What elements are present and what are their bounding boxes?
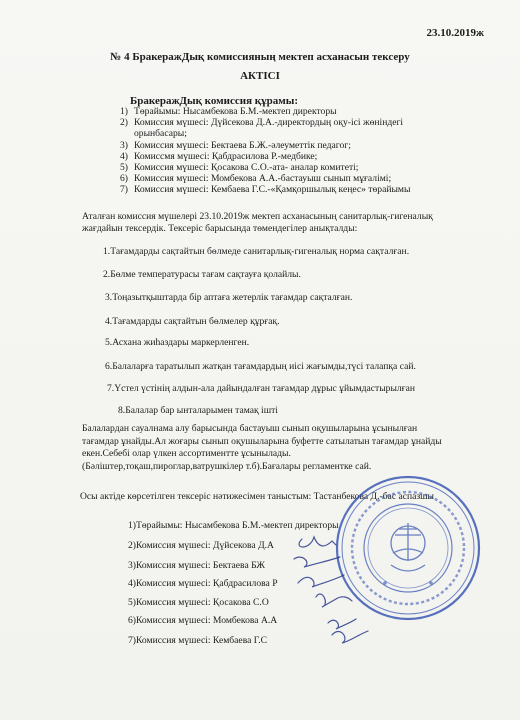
member-text: Комиссия мүшесі: Кембаева Г.С.-«Қамқоршылық кеңес» төрайымы — [134, 184, 411, 196]
commission-heading: БракеражДық комиссия құрамы: — [130, 95, 298, 107]
signer-line: 6)Комиссия мүшесі: Момбекова А.А — [128, 615, 278, 626]
document-title: № 4 БракеражДық комиссияның мектеп асханасын тексеру — [110, 51, 410, 63]
member-text: Комиссия мүшесі: Бектаева Б.Ж.-әлеуметтік педагог; — [134, 139, 351, 151]
finding-item: 7.Үстел үстінің алдын-ала дайындалған тағамдар дұрыс ұйымдастырылған — [107, 383, 416, 394]
member-text: Төрайымы: Нысамбекова Б.М.-мектеп директоры — [134, 106, 337, 117]
member-number: 2) — [120, 117, 128, 129]
commission-members-list — [104, 106, 434, 196]
act-label: АКТІСІ — [240, 70, 280, 82]
member-number: 5) — [120, 162, 128, 174]
member-item — [104, 184, 434, 195]
member-item — [104, 106, 434, 117]
member-item — [104, 140, 434, 151]
finding-item: 4.Тағамдарды сақтайтын бөлмелер құрғақ. — [105, 316, 280, 327]
member-number: 4) — [120, 150, 128, 162]
finding-item: 3.Тоңазытқыштарда бір аптаға жетерлік тағамдар сақталған. — [105, 292, 353, 303]
signer-line: 1)Төрайымы: Нысамбекова Б.М.-мектеп директоры — [128, 520, 339, 531]
member-item — [104, 173, 434, 184]
member-number: 7) — [120, 184, 128, 196]
finding-item: 2.Бөлме температурасы тағам сақтауға қолайлы. — [103, 269, 301, 280]
finding-item: 8.Балалар бар ынталарымен тамақ ішті — [118, 405, 278, 416]
member-text: Комиссия мүшесі: Дүйсекова Д.А.-директордың оқу-ісі жөніндегі орынбасары; — [134, 117, 404, 140]
member-text: Комиссия мүшесі: Қосакова С.О.-ата- аналар комитеті; — [134, 162, 359, 174]
member-number: 6) — [120, 173, 128, 185]
finding-item: 5.Асхана жиһаздары маркерленген. — [105, 337, 250, 348]
signer-line: 2)Комиссия мүшесі: Дүйсекова Д.А — [128, 540, 274, 551]
signer-line: 5)Комиссия мүшесі: Қосакова С.О — [128, 597, 269, 608]
survey-paragraph: Балалардан сауалнама алу барысында бастауыш сынып оқушыларына ұсынылған тағамдар ұнайды.Ал жоғары сынып оқушыларына буфетте сатылатын тағамдар ұнайды екен.Себебі олар үлкен ассортиментте ұсынылады. (Бәліштер,тоқаш,пироглар,ватрушкілер т.б).Бағалары регламентке сай. — [82, 423, 442, 472]
signatures-icon — [232, 527, 382, 655]
signer-line: 3)Комиссия мүшесі: Бектаева БЖ — [128, 560, 265, 571]
member-text: Комиссмя мүшесі: Қабдрасилова Р.-медбике; — [134, 150, 318, 162]
member-number: 1) — [120, 106, 128, 117]
member-text: Комиссия мүшесі: Момбекова А.А.-бастауыш сынып мұғалімі; — [134, 173, 392, 185]
intro-paragraph: Аталған комиссия мүшелері 23.10.2019ж мектеп асханасының санитарлық-гигеналық жағдайын тексердік. Тексеріс барысында төмендегілер анықталды: — [82, 211, 433, 234]
signer-line: 4)Комиссия мүшесі: Қабдрасилова Р — [128, 578, 278, 589]
member-item — [104, 117, 434, 139]
member-number: 3) — [120, 139, 128, 151]
member-item — [104, 151, 434, 162]
signer-line: 7)Комиссия мүшесі: Кембаева Г.С — [128, 635, 268, 646]
finding-item: 6.Балаларға таратылып жатқан тағамдардың иісі жағымды,түсі талапқа сай. — [105, 361, 416, 372]
acquainted-line: Осы актіде көрсетілген тексеріс нәтижесімен таныстым: Тастанбекова Д.-бас аспазшы — [80, 491, 435, 502]
finding-item: 1.Тағамдарды сақтайтын бөлмеде санитарлық-гигеналық норма сақталған. — [103, 246, 410, 257]
member-item — [104, 162, 434, 173]
document-date: 23.10.2019ж — [426, 27, 484, 39]
